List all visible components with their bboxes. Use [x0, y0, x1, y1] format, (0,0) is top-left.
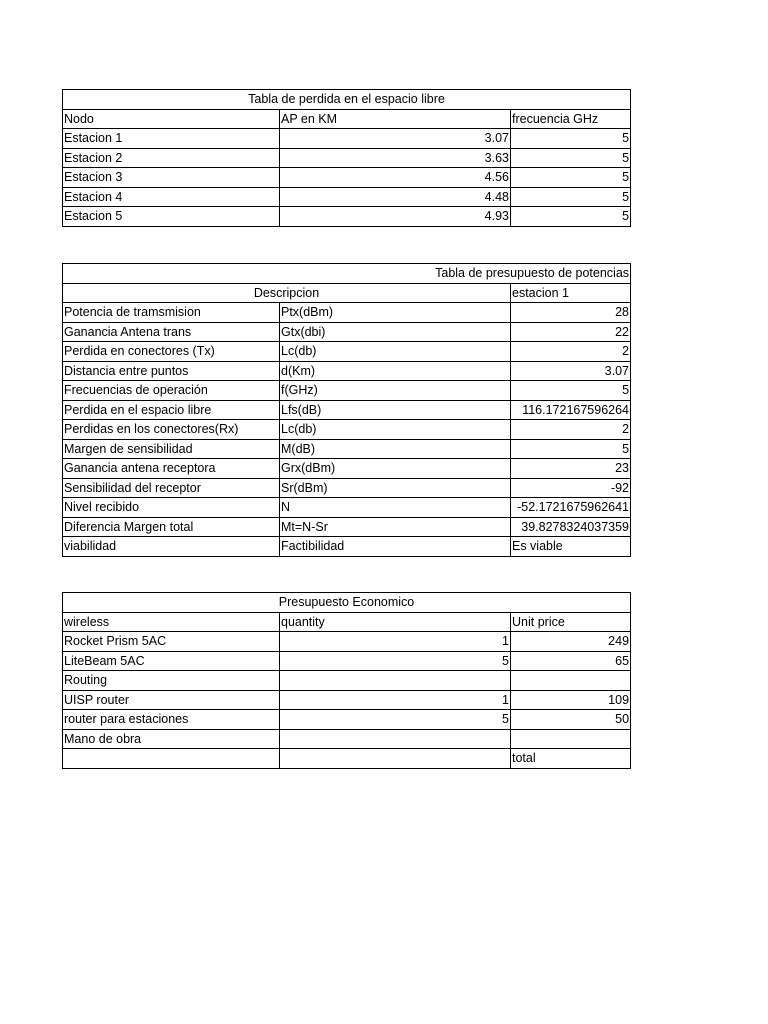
cell-value[interactable]: 22: [511, 322, 631, 342]
cell-value[interactable]: 23: [511, 459, 631, 479]
table-row: [63, 207, 631, 227]
cell-symbol[interactable]: Factibilidad: [280, 537, 511, 557]
cell-parameter[interactable]: Sensibilidad del receptor: [63, 478, 280, 498]
table-row: [63, 517, 631, 537]
cell-parameter[interactable]: Frecuencias de operación: [63, 381, 280, 401]
table-row: [63, 439, 631, 459]
table-title-row: [63, 90, 631, 110]
table-row: [63, 400, 631, 420]
cell-symbol[interactable]: M(dB): [280, 439, 511, 459]
cell-parameter[interactable]: Distancia entre puntos: [63, 361, 280, 381]
cell-distance[interactable]: 3.63: [280, 148, 511, 168]
table-header-row: [63, 612, 631, 632]
cell-frequency[interactable]: 5: [511, 129, 631, 149]
cell-unit-price[interactable]: 65: [511, 651, 631, 671]
header-cell-station[interactable]: estacion 1: [511, 283, 631, 303]
header-cell-description[interactable]: Descripcion: [63, 283, 511, 303]
cell-symbol[interactable]: Sr(dBm): [280, 478, 511, 498]
table-header-row: [63, 109, 631, 129]
header-cell-wireless[interactable]: wireless: [63, 612, 280, 632]
header-cell-frequency[interactable]: frecuencia GHz: [511, 109, 631, 129]
cell-value[interactable]: -52.1721675962641: [511, 498, 631, 518]
cell-symbol[interactable]: Ptx(dBm): [280, 303, 511, 323]
cell-value[interactable]: Es viable: [511, 537, 631, 557]
table-row: [63, 498, 631, 518]
cell-symbol[interactable]: f(GHz): [280, 381, 511, 401]
cell-item[interactable]: UISP router: [63, 690, 280, 710]
cell-unit-price[interactable]: 249: [511, 632, 631, 652]
table-title[interactable]: Presupuesto Economico: [63, 593, 631, 613]
cell-symbol[interactable]: Lc(db): [280, 342, 511, 362]
table-row: [63, 322, 631, 342]
table-title[interactable]: Tabla de perdida en el espacio libre: [63, 90, 631, 110]
table-row: [63, 342, 631, 362]
table-row: [63, 168, 631, 188]
cell-item[interactable]: LiteBeam 5AC: [63, 651, 280, 671]
cell-value[interactable]: 28: [511, 303, 631, 323]
table-row: [63, 632, 631, 652]
cell-parameter[interactable]: viabilidad: [63, 537, 280, 557]
cell-symbol[interactable]: N: [280, 498, 511, 518]
table-row: [63, 303, 631, 323]
cell-distance[interactable]: 4.93: [280, 207, 511, 227]
cell-node[interactable]: Estacion 5: [63, 207, 280, 227]
cell-distance[interactable]: 3.07: [280, 129, 511, 149]
cell-value[interactable]: 2: [511, 342, 631, 362]
cell-value[interactable]: -92: [511, 478, 631, 498]
economic-budget-table: [62, 592, 631, 769]
table-row: [63, 459, 631, 479]
cell-value[interactable]: 39.8278324037359: [511, 517, 631, 537]
cell-distance[interactable]: 4.56: [280, 168, 511, 188]
table-row: [63, 478, 631, 498]
cell-value[interactable]: 5: [511, 381, 631, 401]
table-row: [63, 420, 631, 440]
table-title[interactable]: Tabla de presupuesto de potencias: [63, 264, 631, 284]
table-row: [63, 187, 631, 207]
table-row: [63, 361, 631, 381]
cell-node[interactable]: Estacion 4: [63, 187, 280, 207]
cell-value[interactable]: 5: [511, 439, 631, 459]
header-cell-ap-km[interactable]: AP en KM: [280, 109, 511, 129]
cell-item[interactable]: [63, 749, 280, 769]
cell-symbol[interactable]: Grx(dBm): [280, 459, 511, 479]
free-space-loss-table: [62, 89, 631, 227]
cell-symbol[interactable]: Gtx(dbi): [280, 322, 511, 342]
cell-frequency[interactable]: 5: [511, 187, 631, 207]
cell-unit-price[interactable]: 109: [511, 690, 631, 710]
cell-item[interactable]: Routing: [63, 671, 280, 691]
table-row: [63, 690, 631, 710]
header-cell-nodo[interactable]: Nodo: [63, 109, 280, 129]
cell-parameter[interactable]: Perdidas en los conectores(Rx): [63, 420, 280, 440]
cell-symbol[interactable]: d(Km): [280, 361, 511, 381]
table-row: [63, 749, 631, 769]
table-header-row: [63, 283, 631, 303]
cell-frequency[interactable]: 5: [511, 168, 631, 188]
cell-parameter[interactable]: Nivel recibido: [63, 498, 280, 518]
cell-node[interactable]: Estacion 3: [63, 168, 280, 188]
cell-quantity[interactable]: [280, 671, 511, 691]
cell-parameter[interactable]: Diferencia Margen total: [63, 517, 280, 537]
cell-frequency[interactable]: 5: [511, 148, 631, 168]
cell-symbol[interactable]: Mt=N-Sr: [280, 517, 511, 537]
cell-quantity[interactable]: 5: [280, 710, 511, 730]
cell-parameter[interactable]: Perdida en conectores (Tx): [63, 342, 280, 362]
cell-unit-price[interactable]: [511, 671, 631, 691]
cell-quantity[interactable]: [280, 749, 511, 769]
cell-quantity[interactable]: [280, 729, 511, 749]
table-row: [63, 381, 631, 401]
cell-quantity[interactable]: 5: [280, 651, 511, 671]
table-row: [63, 710, 631, 730]
cell-node[interactable]: Estacion 2: [63, 148, 280, 168]
table-row: [63, 129, 631, 149]
cell-value[interactable]: 3.07: [511, 361, 631, 381]
table-title-row: [63, 593, 631, 613]
table-row: [63, 148, 631, 168]
cell-parameter[interactable]: Margen de sensibilidad: [63, 439, 280, 459]
cell-frequency[interactable]: 5: [511, 207, 631, 227]
cell-total-label[interactable]: total: [511, 749, 631, 769]
table-row: [63, 537, 631, 557]
cell-unit-price[interactable]: 50: [511, 710, 631, 730]
cell-value[interactable]: 116.172167596264: [511, 400, 631, 420]
cell-symbol[interactable]: Lfs(dB): [280, 400, 511, 420]
cell-quantity[interactable]: 1: [280, 690, 511, 710]
cell-symbol[interactable]: Lc(db): [280, 420, 511, 440]
header-cell-quantity[interactable]: quantity: [280, 612, 511, 632]
cell-parameter[interactable]: Ganancia Antena trans: [63, 322, 280, 342]
cell-value[interactable]: 2: [511, 420, 631, 440]
table-row: [63, 671, 631, 691]
cell-unit-price[interactable]: [511, 729, 631, 749]
cell-item[interactable]: router para estaciones: [63, 710, 280, 730]
table-row: [63, 729, 631, 749]
power-budget-table: [62, 263, 631, 557]
cell-node[interactable]: Estacion 1: [63, 129, 280, 149]
table-row: [63, 651, 631, 671]
cell-item[interactable]: Rocket Prism 5AC: [63, 632, 280, 652]
cell-item[interactable]: Mano de obra: [63, 729, 280, 749]
cell-parameter[interactable]: Ganancia antena receptora: [63, 459, 280, 479]
cell-distance[interactable]: 4.48: [280, 187, 511, 207]
header-cell-unit-price[interactable]: Unit price: [511, 612, 631, 632]
cell-parameter[interactable]: Potencia de tramsmision: [63, 303, 280, 323]
cell-quantity[interactable]: 1: [280, 632, 511, 652]
table-title-row: [63, 264, 631, 284]
cell-parameter[interactable]: Perdida en el espacio libre: [63, 400, 280, 420]
